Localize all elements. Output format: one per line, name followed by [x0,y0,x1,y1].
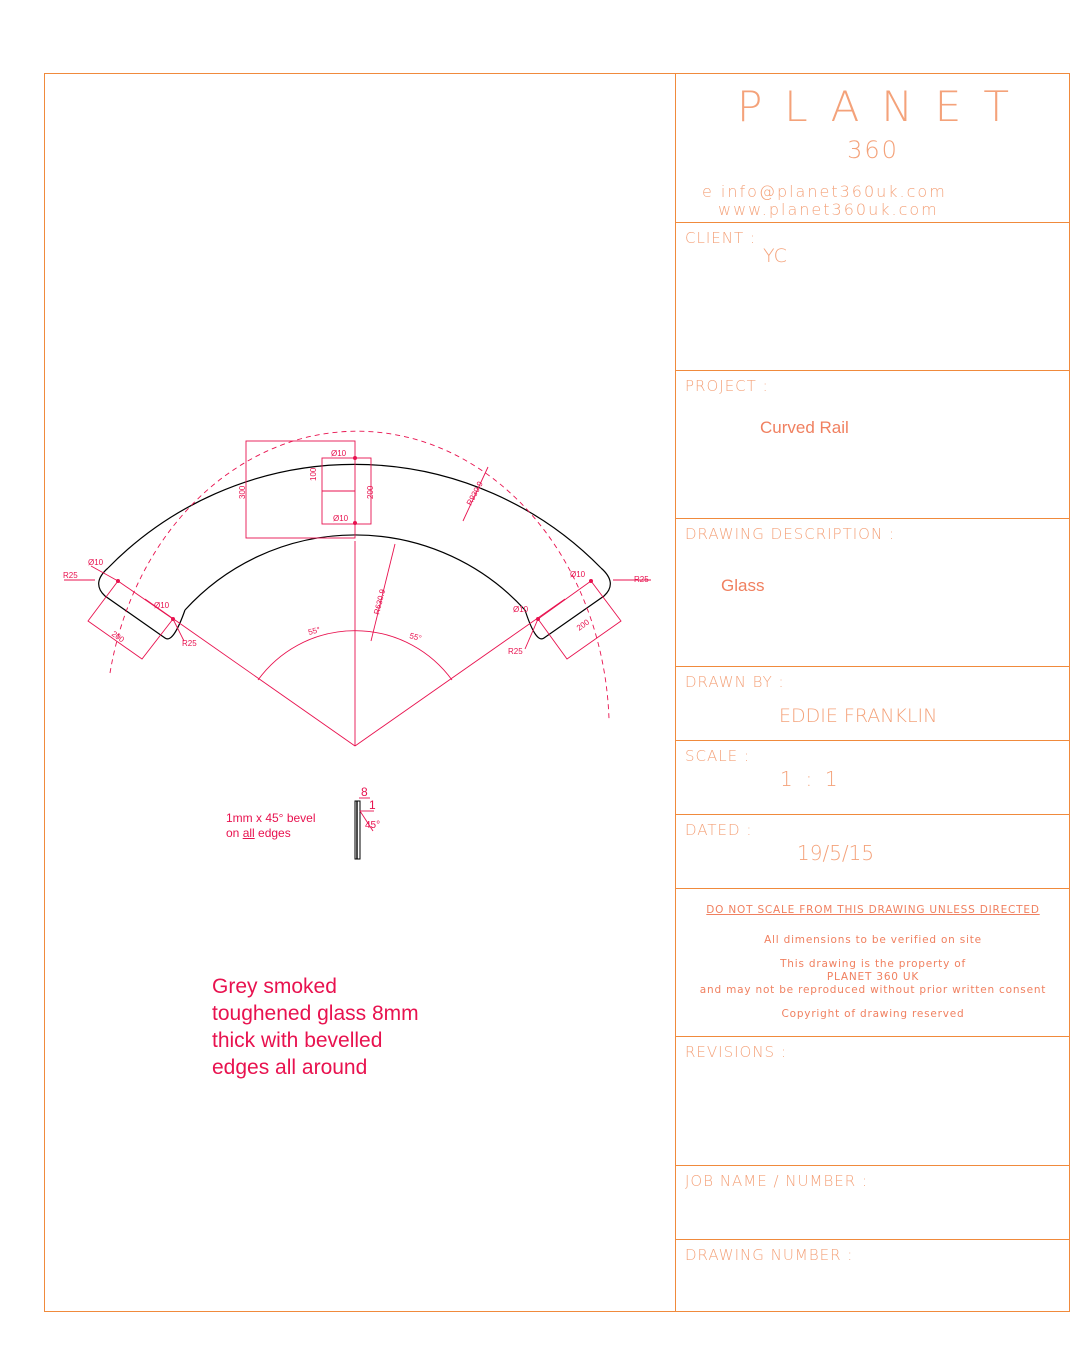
client-value: YC [763,245,787,267]
dim-200: 200 [366,485,375,499]
drawing-area [45,74,675,1311]
bevel-size: 1 [369,798,376,812]
description-cell [676,519,1070,667]
left-hole-box [88,581,173,659]
drawn-by-label: DRAWN BY : [685,673,785,691]
brand-website: www.planet360uk.com [718,200,939,219]
dim-r25-right-outer: R25 [634,575,649,584]
glass-note-line-4: edges all around [212,1056,368,1079]
right-r25-inner-leader [525,619,538,649]
bevel-labels [361,785,380,831]
hole-right-inner [536,617,540,621]
drawn-by-cell [676,667,1070,741]
bevel-note [226,811,316,841]
hole-markers [116,456,593,621]
dim-100: 100 [309,467,318,481]
dim-hole-left-outer: Ø10 [88,558,104,567]
dim-r25-left-outer: R25 [63,571,78,580]
dim-angle-right: 55° [408,631,423,644]
hole-top [353,456,357,460]
description-value: Glass [721,576,765,595]
scale-cell [676,741,1070,815]
project-cell [676,371,1070,519]
hole-left-outer [116,579,120,583]
dim-hole-mid: Ø10 [333,514,349,523]
project-value: Curved Rail [760,418,849,437]
right-hole-box [538,581,621,659]
dim-hole-right-outer: Ø10 [570,570,586,579]
dim-right-200: 200 [574,617,592,633]
glass-spec-note [212,973,419,1081]
left-radial [145,599,355,746]
dim-hole-top: Ø10 [331,449,347,458]
pitch-circle [110,431,609,719]
notice-verify: All dimensions to be verified on site [764,934,982,946]
scale-label: SCALE : [685,747,750,765]
dim-inner-radius: R630.9 [372,588,388,616]
right-radial [355,599,565,746]
bevel-note-line-1: 1mm x 45° bevel [226,811,316,825]
hole-right-outer [589,579,593,583]
revisions-cell [676,1037,1070,1166]
dim-300: 300 [238,485,247,499]
left-outer-hole-leader [91,566,118,581]
hole-mid [353,521,357,525]
bevel-angle: 45° [365,820,381,831]
job-label: JOB NAME / NUMBER : [685,1172,868,1190]
dimension-labels [63,449,649,656]
scale-value: 1 : 1 [780,767,838,791]
dated-cell [676,815,1070,889]
logo-cell [676,74,1070,223]
title-block [675,74,1070,1311]
notice-do-not-scale: DO NOT SCALE FROM THIS DRAWING UNLESS DIRECTED [706,904,1040,916]
glass-panel-drawing [45,74,675,1311]
dated-value: 19/5/15 [797,841,875,865]
drawing-number-cell [676,1240,1070,1311]
bevel-note-line-2: on all edges [226,826,291,840]
notice-owner: PLANET 360 UK [826,971,920,983]
revisions-label: REVISIONS : [685,1043,787,1061]
drawn-by-value: EDDIE FRANKLIN [779,705,938,727]
brand-name: PLANET [736,82,1032,131]
notice-cell [676,889,1070,1037]
notice-copyright: Copyright of drawing reserved [781,1008,965,1020]
dim-angle-left: 55° [307,625,322,637]
notice-property: This drawing is the property of [780,958,966,970]
right-end [525,568,610,639]
left-end [99,568,185,639]
dim-outer-radius: R930.9 [464,479,485,507]
client-cell [676,223,1070,371]
bevel-thickness: 8 [361,785,368,799]
dim-r25-right-inner: R25 [508,647,523,656]
client-label: CLIENT : [685,229,756,247]
hole-left-inner [171,617,175,621]
dim-left-200: 200 [109,629,126,645]
notice-reproduce: and may not be reproduced without prior written consent [699,984,1047,996]
dim-hole-right-inner: Ø10 [513,605,529,614]
bevel-detail [355,785,380,859]
job-cell [676,1166,1070,1240]
glass-note-line-3: thick with bevelled [212,1029,383,1052]
construction-lines [64,431,651,746]
glass-note-line-1: Grey smoked [212,975,337,998]
drawing-number-label: DRAWING NUMBER : [685,1246,854,1264]
project-label: PROJECT : [685,377,769,395]
brand-email: e info@planet360uk.com [702,182,947,201]
drawing-sheet [44,73,1070,1312]
dim-r25-left-inner: R25 [182,639,197,648]
dated-label: DATED : [685,821,753,839]
brand-number: 360 [847,136,899,164]
dim-hole-left-inner: Ø10 [154,601,170,610]
description-label: DRAWING DESCRIPTION : [685,525,896,543]
glass-note-line-2: toughened glass 8mm [212,1002,419,1025]
